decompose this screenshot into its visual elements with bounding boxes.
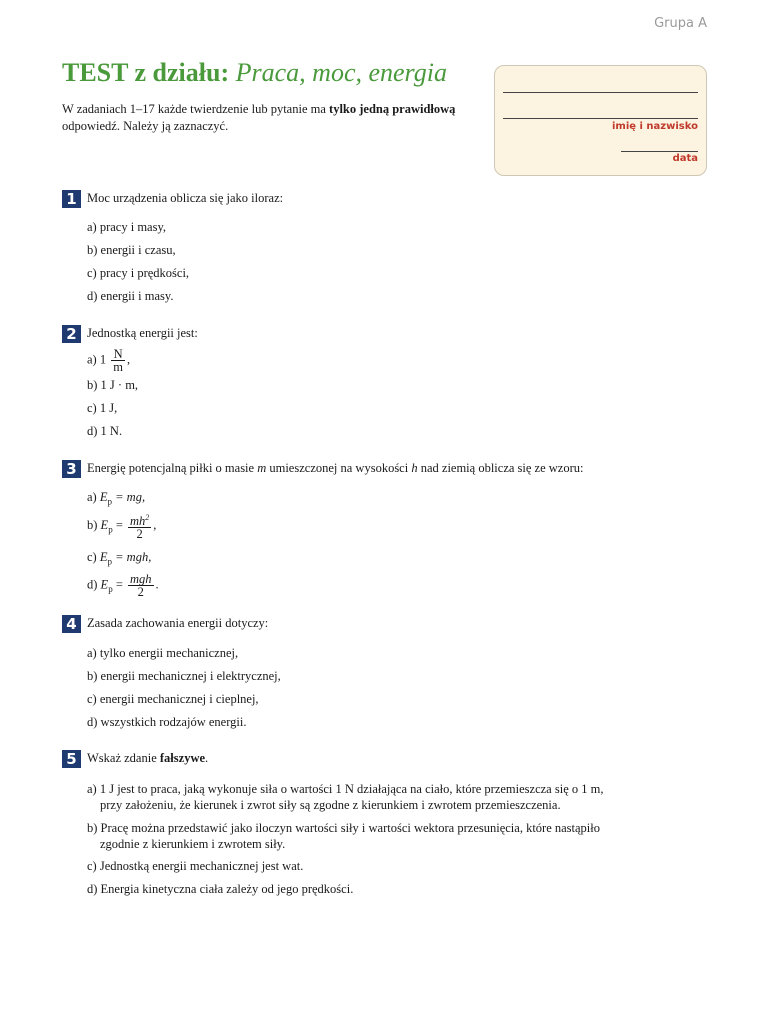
name-line-1[interactable] <box>503 92 698 93</box>
option-a[interactable]: a) pracy i masy, <box>87 220 167 234</box>
option-a-suffix: , <box>126 352 131 367</box>
instructions <box>62 101 462 135</box>
fraction-denominator: m <box>113 360 123 374</box>
question-stem <box>87 751 208 766</box>
question-number-badge: 4 <box>62 615 81 633</box>
energy-symbol: E <box>100 577 109 592</box>
fraction-denominator: 2 <box>137 585 144 599</box>
option-b-line-2: zgodnie z kierunkiem i zwrotem siły. <box>100 837 286 851</box>
option-d[interactable]: d) wszystkich rodzajów energii. <box>87 715 247 729</box>
energy-subscript: p <box>108 524 113 535</box>
option-suffix: , <box>153 517 157 532</box>
formula-rhs: = mg, <box>111 490 146 504</box>
energy-subscript: p <box>107 556 112 567</box>
option-b[interactable] <box>87 820 647 852</box>
option-label: a) <box>87 490 100 504</box>
option-label: b) <box>87 517 101 532</box>
date-line[interactable] <box>621 151 698 152</box>
question-stem: Moc urządzenia oblicza się jako iloraz: <box>87 191 284 205</box>
stem-text-2: . <box>205 751 209 765</box>
fraction-mgh-over-2 <box>128 573 154 598</box>
instructions-text-1: W zadaniach 1–17 każde twierdzenie lub pytanie ma <box>62 102 330 116</box>
stem-var-h: h <box>411 461 418 475</box>
option-suffix: . <box>155 577 159 592</box>
option-b[interactable]: b) energii i czasu, <box>87 243 176 257</box>
fraction-numerator: N <box>111 348 125 361</box>
instructions-text-2: odpowiedź. Należy ją zaznaczyć. <box>62 119 229 133</box>
option-label: c) <box>87 550 100 564</box>
question-stem: Zasada zachowania energii dotyczy: <box>87 616 269 630</box>
question-number-badge: 1 <box>62 190 81 208</box>
question-stem <box>87 461 584 476</box>
energy-symbol: E <box>100 517 109 532</box>
option-d[interactable]: d) 1 N. <box>87 424 123 438</box>
option-b[interactable]: b) 1 J · m, <box>87 378 139 392</box>
stem-var-m: m <box>257 461 267 475</box>
numerator-text: mh <box>130 514 146 529</box>
energy-symbol: E <box>99 550 108 564</box>
option-c[interactable]: c) Jednostką energii mechanicznej jest wat. <box>87 859 304 873</box>
option-c[interactable]: c) energii mechanicznej i cieplnej, <box>87 692 259 706</box>
instructions-bold: tylko jedną prawidłową <box>329 102 456 116</box>
energy-subscript: p <box>107 496 112 507</box>
stem-text-1: Wskaż zdanie <box>87 751 160 765</box>
fraction-n-over-m <box>111 348 125 373</box>
option-label: d) <box>87 577 101 592</box>
option-d[interactable] <box>87 573 159 598</box>
option-c[interactable] <box>87 550 151 567</box>
date-label: data <box>672 153 698 164</box>
name-date-box <box>494 65 707 176</box>
option-a-line-2: przy założeniu, że kierunek i zwrot siły są zgodne z kierunkiem i zwrotem przemieszczenia. <box>100 798 561 812</box>
stem-text-1: Energię potencjalną piłki o masie <box>87 461 258 475</box>
fraction-numerator: mgh <box>130 572 152 586</box>
page-title <box>62 58 447 88</box>
option-c[interactable]: c) 1 J, <box>87 401 118 415</box>
fraction-denominator: 2 <box>136 527 143 542</box>
option-a-line-1: a) 1 J jest to praca, jaką wykonuje siła o wartości 1 N działająca na ciało, które przemieszcza się o 1 m, <box>87 782 604 796</box>
formula-rhs: = mgh, <box>111 550 152 564</box>
option-a[interactable]: a) tylko energii mechanicznej, <box>87 646 239 660</box>
name-label: imię i nazwisko <box>611 121 698 132</box>
title-topic: Praca, moc, energia <box>235 58 447 87</box>
option-d[interactable]: d) energii i masy. <box>87 289 174 303</box>
option-a[interactable] <box>87 781 647 813</box>
stem-text-2: umieszczonej na wysokości <box>266 461 412 475</box>
energy-subscript: p <box>108 583 113 594</box>
option-d[interactable]: d) Energia kinetyczna ciała zależy od jego prędkości. <box>87 882 354 896</box>
equals-sign: = <box>112 517 126 532</box>
question-number-badge: 3 <box>62 460 81 478</box>
numerator-exponent: 2 <box>145 513 150 522</box>
title-prefix: TEST z działu: <box>62 58 236 87</box>
option-b-line-1: b) Pracę można przedstawić jako iloczyn wartości siły i wartości wektora przesunięcia, które nastąpiło <box>87 821 601 835</box>
option-b[interactable] <box>87 512 156 540</box>
question-number-badge: 5 <box>62 750 81 768</box>
option-a-prefix: a) 1 <box>87 352 110 367</box>
fraction-numerator <box>128 512 151 528</box>
energy-symbol: E <box>99 490 108 504</box>
option-a[interactable] <box>87 490 145 507</box>
question-number-badge: 2 <box>62 325 81 343</box>
option-b[interactable]: b) energii mechanicznej i elektrycznej, <box>87 669 281 683</box>
option-c[interactable]: c) pracy i prędkości, <box>87 266 190 280</box>
equals-sign: = <box>112 577 126 592</box>
option-a[interactable] <box>87 348 130 373</box>
name-line-2[interactable] <box>503 118 698 119</box>
fraction-mh2-over-2 <box>128 512 151 540</box>
stem-bold: fałszywe <box>159 751 206 765</box>
question-stem: Jednostką energii jest: <box>87 326 198 340</box>
group-label: Grupa A <box>654 16 707 31</box>
stem-text-3: nad ziemią oblicza się ze wzoru: <box>417 461 584 475</box>
